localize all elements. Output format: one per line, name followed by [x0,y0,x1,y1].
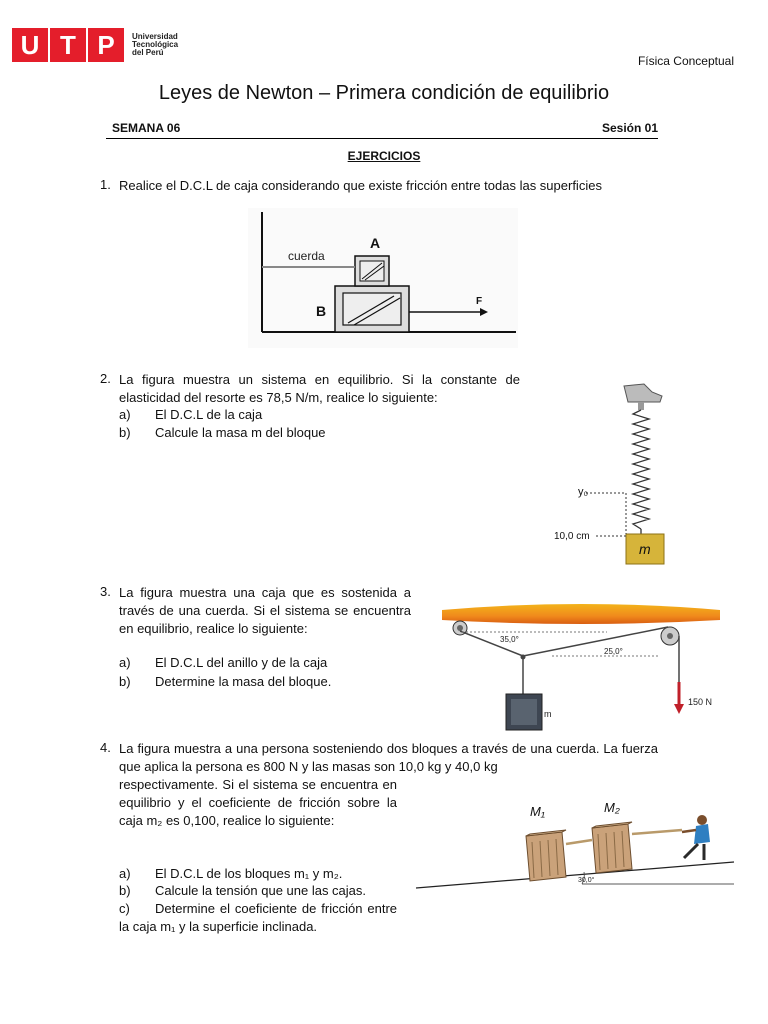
ex1-number: 1. [100,177,111,192]
ex2-item-a: a) El D.C.L de la caja [119,407,263,422]
label-force: 150 N [688,697,713,707]
ex2-number: 2. [100,371,111,386]
ex3-text: La figura muestra una caja que es sostenida a través de una cuerda. Si el sistema se encuentra en equilibrio, realice lo siguiente: [119,585,411,636]
ex4-item-a: a) El D.C.L de los bloques m₁ y m₂. [119,866,343,881]
ex2-text: La figura muestra un sistema en equilibrio. Si la constante de elasticidad del resorte es 78,5 N/m, realice lo siguiente: [119,372,520,405]
label-m1: M₁ [530,804,545,819]
ex1-figure [248,208,518,348]
label-m2: M₂ [604,800,620,815]
ex4-text-cont: respectivamente. Si el sistema se encuentra en equilibrio y el coeficiente de fricción sobre la caja m₂ es 0,100, realice lo siguiente: [119,777,397,828]
ex3-item-a: a) El D.C.L del anillo y de la caja [119,655,328,670]
label-angle-35: 35,0° [500,635,519,644]
logo-subtitle: Universidad Tecnológica del Perú [132,32,179,57]
spring [633,410,649,529]
ex3-figure [432,596,732,736]
box-m2 [592,822,632,873]
ex1-text: Realice el D.C.L de caja considerando que existe fricción entre todas las superficies [119,178,602,193]
header-divider [106,138,658,139]
logo-letter-u: U [12,28,48,62]
label-distance: 10,0 cm [554,531,590,542]
section-title: EJERCICIOS [347,149,421,163]
box-m1 [526,830,566,881]
page-title: Leyes de Newton – Primera condición de equilibrio [158,82,610,104]
ex4-item-b: b) Calcule la tensión que une las cajas. [119,883,367,898]
ring [521,655,526,660]
ex3-item-b: b) Determine la masa del bloque. [119,674,332,689]
person [682,815,710,860]
utp-logo [12,28,178,62]
ex4-text-full: La figura muestra a una persona sosteniendo dos bloques a través de una cuerda. La fuerza que aplica la persona es 800 N y las masas son 10,0 kg y 40,0 kg [119,741,658,774]
ex3-number: 3. [100,584,111,599]
ex4-figure [412,794,738,896]
label-m: m [544,709,552,719]
week-label: SEMANA 06 [112,121,181,135]
ex4-number: 4. [100,740,111,755]
subject-name: Física Conceptual [637,54,734,68]
label-cuerda: cuerda [288,249,325,263]
ex2-figure [548,376,688,568]
spring-support [624,384,662,402]
session-label: Sesión 01 [601,121,658,135]
label-angle-25: 25,0° [604,647,623,656]
ex2-item-b: b) Calcule la masa m del bloque [119,425,326,440]
label-m: m [639,541,651,557]
logo-letter-p: P [88,28,124,62]
label-angle: 30,0° [578,877,595,884]
label-b: B [316,303,327,319]
label-y0: y₀ [578,486,589,498]
ex4-item-c: c) Determine el coeficiente de fricción entre la caja m₁ y la superficie inclinada. [119,901,397,934]
ceiling-beam [442,604,720,624]
logo-letter-t: T [50,28,86,62]
label-f: F [476,296,483,307]
label-a: A [370,235,381,251]
